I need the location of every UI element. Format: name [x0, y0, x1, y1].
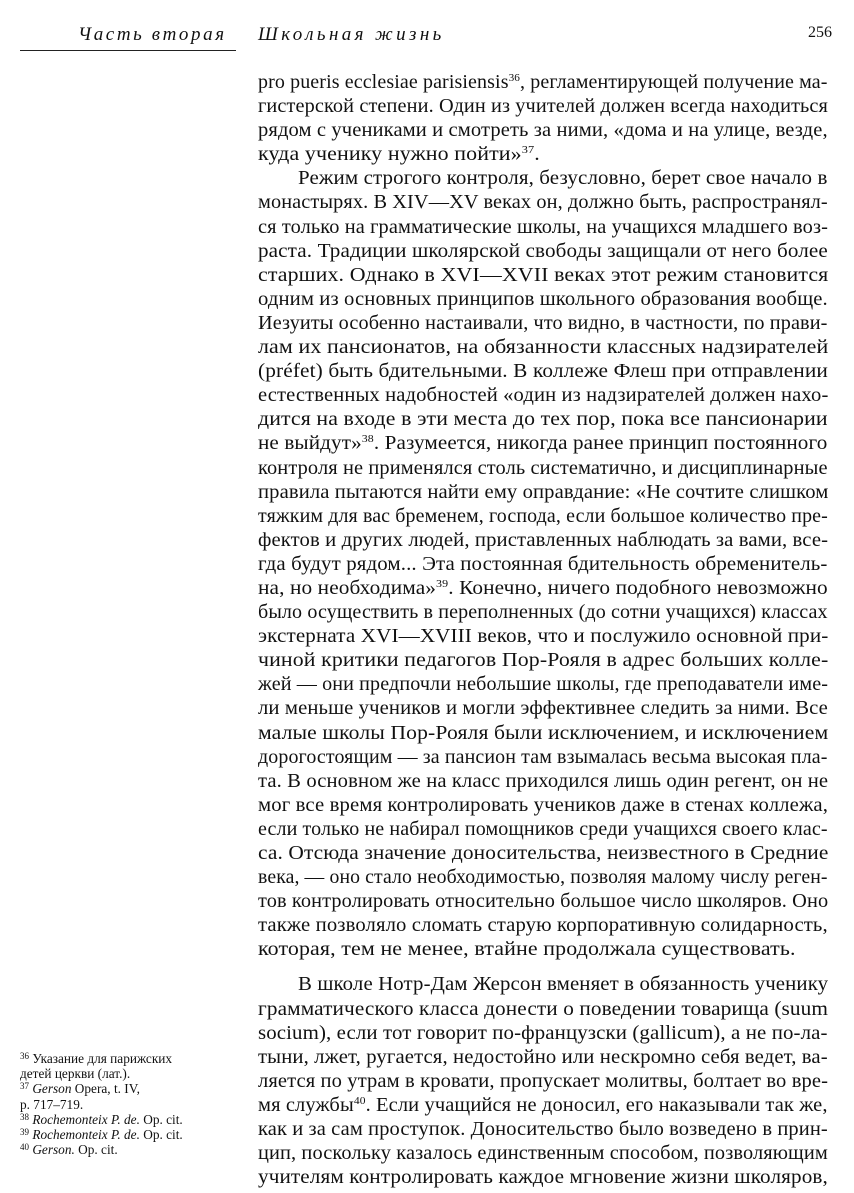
text-line — [258, 1166, 828, 1190]
footnote-line — [20, 1097, 248, 1112]
footnote-number: 39 — [20, 1127, 29, 1138]
text-line — [258, 240, 828, 264]
text-line — [258, 866, 828, 890]
text-run: тов контролировать относительно большое число школяров. Оно — [258, 891, 829, 913]
text-run: если только не набирал помощников среди учащихся своего клас- — [258, 818, 828, 840]
footnote-ref: 40 — [353, 1094, 366, 1107]
text-run: одним из основных принципов школьного образования вообще. — [258, 288, 828, 310]
text-line — [258, 938, 828, 962]
footnote-line — [20, 1142, 248, 1157]
header-rule — [20, 50, 236, 51]
footnote-line — [20, 1066, 248, 1081]
text-line — [258, 95, 828, 119]
paragraph — [258, 973, 828, 1190]
part-title: Часть вторая — [78, 24, 227, 45]
text-run: правила пытаются найти ему оправдание: «Не сочтите слишком — [258, 481, 829, 503]
text-run: ляется по утрам в кровати, пропускает молитвы, болтает во вре- — [258, 1070, 829, 1092]
text-line — [258, 973, 828, 997]
text-run: . Конечно, ничего подобного невозможно — [448, 577, 828, 599]
text-line — [258, 167, 828, 191]
text-line — [258, 1070, 828, 1094]
text-line — [258, 481, 828, 505]
footnote-author: Rochemonteix P. de. — [32, 1111, 140, 1127]
text-line — [258, 842, 828, 866]
footnote-ref: 36 — [508, 72, 521, 84]
text-run: В школе Нотр-Дам Жерсон вменяет в обязанность ученику — [298, 974, 829, 996]
text-line — [258, 1022, 828, 1046]
text-line — [258, 649, 828, 673]
text-line — [258, 625, 828, 649]
text-line — [258, 577, 828, 601]
footnote-line — [20, 1081, 248, 1096]
text-line — [258, 216, 828, 240]
text-run: малые школы Пор-Рояля были исключением, и исключением — [258, 722, 829, 744]
text-line — [258, 529, 828, 553]
text-run: socium), если тот говорит по-французски (gallicum), а не по-ла- — [258, 1022, 828, 1044]
footnote-line — [20, 1127, 248, 1142]
text-line — [258, 408, 828, 432]
text-line — [258, 697, 828, 721]
text-run: ся только на грамматические школы, на учащихся младшего воз- — [258, 216, 828, 238]
text-run: экстерната XVI—XVIII веков, что и послужило основной при- — [258, 626, 829, 648]
text-run: также позволяло сломать старую корпоративную солидарность, — [258, 915, 828, 937]
main-text — [258, 71, 828, 1190]
text-line — [258, 1046, 828, 1070]
text-line — [258, 384, 828, 408]
text-run: старших. Однако в XVI—XVII веках этот режим становится — [258, 264, 829, 286]
text-line — [258, 722, 828, 746]
text-run: лам их пансионатов, на обязанности классных надзирателей — [258, 337, 829, 359]
text-line — [258, 264, 828, 288]
text-run: са. Отсюда значение доносительства, неизвестного в Средние — [258, 843, 829, 864]
text-run: мог все время контролировать учеников даже в стенах коллежа, — [258, 794, 829, 816]
text-run: грамматического класса донести о поведении товарища (suum — [258, 998, 829, 1020]
footnote-number: 38 — [20, 1111, 29, 1122]
footnotes — [20, 1051, 248, 1157]
text-run: на, но необходима» — [258, 577, 437, 599]
text-line — [258, 191, 828, 215]
text-run: мя службы — [258, 1094, 354, 1116]
footnote-text: Op. cit. — [139, 1127, 183, 1143]
text-run: жей — они предпочли небольшие школы, где преподаватели име- — [258, 674, 829, 696]
text-run: чиной критики педагогов Пор-Рояля в адрес больших колле- — [258, 650, 829, 672]
text-line — [258, 746, 828, 770]
text-line — [258, 1118, 828, 1142]
text-run: не выйдут» — [258, 433, 362, 455]
text-run: Режим строгого контроля, безусловно, берет свое начало в — [298, 168, 828, 190]
text-run: дорогостоящим — за пансион там взымалась весьма высокая пла- — [258, 746, 828, 768]
text-run: раста. Традиции школярской свободы защищали от него более — [258, 240, 828, 262]
text-run: гда будут рядом... Эта постоянная бдительность обременитель- — [258, 553, 828, 575]
text-line — [258, 288, 828, 312]
text-line — [258, 143, 828, 167]
text-run: ли меньше учеников и могли эффективнее следить за ними. Все — [258, 698, 828, 720]
text-line — [258, 890, 828, 914]
text-run: . — [534, 144, 540, 166]
text-line — [258, 914, 828, 938]
footnote-ref: 38 — [361, 433, 374, 446]
text-run: было осуществить в переполненных (до сотни учащихся) классах — [258, 602, 828, 624]
text-line — [258, 601, 828, 625]
footnote-ref: 39 — [436, 577, 449, 590]
text-line — [258, 505, 828, 529]
text-line — [258, 336, 828, 360]
text-run: тыни, лжет, ругается, недостойно или нескромно себя ведет, ва- — [258, 1046, 828, 1068]
text-line — [258, 119, 828, 143]
text-run: куда ученику нужно пойти» — [258, 144, 522, 166]
text-run: Иезуиты особенно настаивали, что видно, в частности, по прави- — [258, 312, 828, 334]
text-run: тяжким для вас бременем, господа, если большое количество пре- — [258, 505, 828, 527]
running-header — [0, 0, 854, 52]
text-line — [258, 794, 828, 818]
text-run: цип, поскольку казалось единственным способом, позволяющим — [258, 1143, 828, 1165]
text-line — [258, 312, 828, 336]
text-run: , регламентирующей получение ма- — [520, 72, 828, 93]
text-line — [258, 998, 828, 1022]
text-run: монастырях. В XIV—XV веках он, должно быть, распространял- — [258, 192, 828, 214]
footnote-number: 37 — [20, 1081, 29, 1092]
text-run: которая, тем не менее, втайне продолжала существовать. — [258, 939, 796, 961]
footnote-ref: 37 — [521, 144, 535, 157]
page-number: 256 — [808, 24, 832, 41]
text-line — [258, 1142, 828, 1166]
footnote-line — [20, 1051, 248, 1066]
text-line — [258, 71, 828, 95]
footnote-text: Op. cit. — [139, 1111, 183, 1127]
footnote-text: Указание для парижских — [32, 1051, 173, 1066]
footnote-text: детей церкви (лат.). — [20, 1066, 131, 1082]
text-run: века, — оно стало необходимостью, позволяя малому числу реген- — [258, 867, 828, 889]
text-run: естественных надобностей «один из надзирателей должен нахо- — [258, 385, 829, 407]
text-line — [258, 553, 828, 577]
text-run: гистерской степени. Один из учителей должен всегда находиться — [258, 96, 828, 118]
text-run: фектов и других людей, приставленных наблюдать за вами, все- — [258, 529, 829, 551]
text-line — [258, 457, 828, 481]
text-run: учителям контролировать каждое мгновение жизни школяров, — [258, 1167, 828, 1189]
footnote-author: Gerson — [32, 1081, 72, 1097]
paragraph — [258, 71, 828, 167]
chapter-title: Школьная жизнь — [258, 24, 445, 45]
text-run: . Если учащийся не доносил, его наказывали так же, — [365, 1094, 828, 1116]
text-run: та. В основном же на класс приходился лишь один регент, он не — [258, 770, 829, 792]
text-run: (préfet) быть бдительными. В коллеже Флеш при отправлении — [258, 361, 828, 383]
footnote-author: Gerson. — [32, 1142, 75, 1158]
text-line — [258, 818, 828, 842]
text-run: . Разумеется, никогда ранее принцип постоянного — [373, 433, 828, 455]
text-line — [258, 360, 828, 384]
footnote-text: Op. cit. — [74, 1142, 118, 1158]
footnote-text: Opera, t. IV, — [71, 1081, 140, 1097]
paragraph — [258, 167, 828, 962]
text-line — [258, 432, 828, 456]
text-run: дится на входе в эти места до тех пор, пока все пансионарии — [258, 409, 828, 431]
footnote-number: 36 — [20, 1051, 29, 1061]
footnote-line — [20, 1112, 248, 1127]
text-run: контроля не применялся столь систематично, и дисциплинарные — [258, 457, 828, 479]
text-run: pro pueris ecclesiae parisiensis — [258, 72, 509, 93]
text-line — [258, 673, 828, 697]
paragraph-gap — [258, 962, 828, 973]
footnote-author: Rochemonteix P. de. — [32, 1127, 140, 1143]
text-run: рядом с учениками и смотреть за ними, «дома и на улице, везде, — [258, 120, 828, 142]
footnote-text: p. 717–719. — [20, 1096, 84, 1112]
text-run: как и за сам проступок. Доносительство было возведено в прин- — [258, 1119, 828, 1141]
text-line — [258, 1094, 828, 1118]
footnote-number: 40 — [20, 1142, 29, 1153]
text-line — [258, 770, 828, 794]
